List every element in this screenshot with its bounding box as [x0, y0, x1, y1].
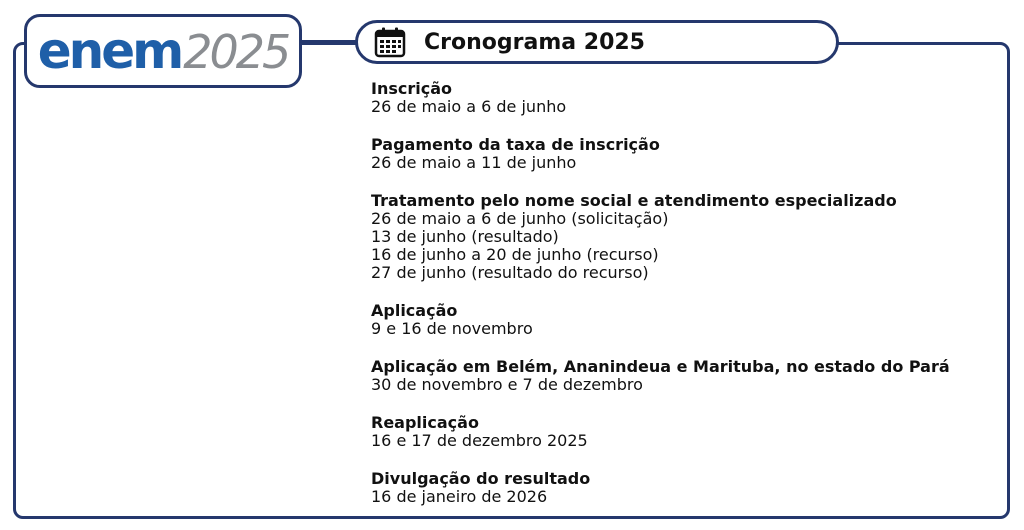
logo-text — [37, 22, 289, 80]
event-date: 16 e 17 de dezembro 2025 — [371, 431, 588, 450]
event-item — [371, 470, 1001, 506]
page-title: Cronograma 2025 — [424, 29, 645, 55]
event-title: Pagamento da taxa de inscrição — [371, 135, 660, 154]
logo-year: 2025 — [183, 25, 289, 79]
event-title: Divulgação do resultado — [371, 469, 591, 488]
event-date: 16 de janeiro de 2026 — [371, 487, 548, 506]
event-title: Inscrição — [371, 79, 452, 98]
event-date: 13 de junho (resultado) — [371, 227, 559, 246]
event-item — [371, 192, 1001, 282]
schedule-list — [371, 80, 1001, 526]
event-title: Aplicação em Belém, Ananindeua e Marituba, no estado do Pará — [371, 357, 950, 376]
event-item — [371, 358, 1001, 394]
event-date: 26 de maio a 11 de junho — [371, 153, 577, 172]
event-date: 27 de junho (resultado do recurso) — [371, 263, 649, 282]
event-date: 16 de junho a 20 de junho (recurso) — [371, 245, 659, 264]
event-title: Aplicação — [371, 301, 458, 320]
event-item — [371, 136, 1001, 172]
event-date: 26 de maio a 6 de junho (solicitação) — [371, 209, 669, 228]
title-pill — [355, 20, 839, 64]
event-date: 9 e 16 de novembro — [371, 319, 533, 338]
event-date: 30 de novembro e 7 de dezembro — [371, 375, 643, 394]
event-item — [371, 414, 1001, 450]
calendar-icon — [374, 26, 406, 58]
frame-connector — [300, 40, 360, 43]
event-title: Reaplicação — [371, 413, 479, 432]
enem-logo — [24, 14, 302, 88]
event-date: 26 de maio a 6 de junho — [371, 97, 567, 116]
event-title: Tratamento pelo nome social e atendimento especializado — [371, 191, 897, 210]
event-item — [371, 80, 1001, 116]
event-item — [371, 302, 1001, 338]
logo-enem-wordmark: enem — [37, 22, 182, 80]
